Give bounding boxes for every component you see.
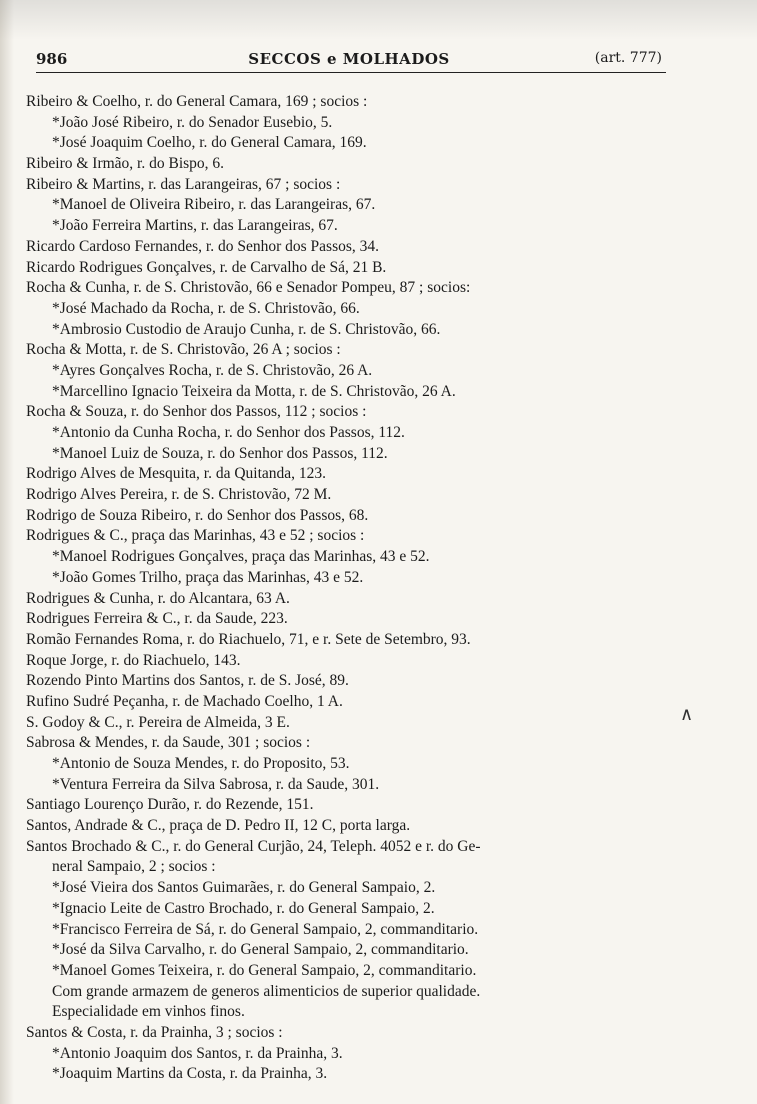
directory-entry: Santos & Costa, r. da Prainha, 3 ; socios :: [26, 1023, 283, 1041]
page-title: SECCOS e MOLHADOS: [248, 50, 450, 68]
page-edge-shadow: [0, 0, 14, 1104]
directory-entry: Rodrigo de Souza Ribeiro, r. do Senhor dos Passos, 68.: [26, 506, 369, 524]
directory-entry: Rodrigues & Cunha, r. do Alcantara, 63 A.: [26, 589, 290, 607]
directory-entries: [26, 92, 696, 1085]
directory-entry: Santiago Lourenço Durão, r. do Rezende, 151.: [26, 796, 314, 814]
directory-subentry: *Manoel Rodrigues Gonçalves, praça das Marinhas, 43 e 52.: [52, 548, 430, 566]
directory-entry: Rodrigo Alves Pereira, r. de S. Christovão, 72 M.: [26, 486, 332, 504]
directory-entry: Santos Brochado & C., r. do General Curjão, 24, Teleph. 4052 e r. do Ge-: [26, 837, 481, 855]
directory-entry: Rodrigo Alves de Mesquita, r. da Quitanda, 123.: [26, 465, 327, 483]
directory-entry: Ribeiro & Irmão, r. do Bispo, 6.: [26, 155, 225, 173]
directory-subentry: *Marcellino Ignacio Teixeira da Motta, r. de S. Christovão, 26 A.: [52, 382, 456, 400]
page-number: 986: [36, 50, 68, 68]
directory-subentry: *Antonio de Souza Mendes, r. do Proposito, 53.: [52, 755, 350, 772]
directory-subentry: *José Joaquim Coelho, r. do General Camara, 169.: [52, 134, 367, 152]
directory-entry: S. Godoy & C., r. Pereira de Almeida, 3 E.: [26, 713, 290, 731]
directory-subentry: Especialidade em vinhos finos.: [52, 1003, 245, 1021]
directory-subentry: *Manoel Gomes Teixeira, r. do General Sampaio, 2, commanditario.: [52, 961, 477, 979]
directory-subentry: *João Gomes Trilho, praça das Marinhas, 43 e 52.: [52, 568, 364, 586]
directory-subentry: *Manoel Luiz de Souza, r. do Senhor dos Passos, 112.: [52, 444, 388, 462]
directory-subentry: *João José Ribeiro, r. do Senador Eusebio, 5.: [52, 113, 333, 131]
directory-entry: Rocha & Motta, r. de S. Christovão, 26 A ; socios :: [26, 341, 341, 359]
directory-entry: Rodrigues & C., praça das Marinhas, 43 e 52 ; socios :: [26, 527, 365, 545]
margin-mark: ∧: [680, 704, 694, 725]
directory-subentry: *Ignacio Leite de Castro Brochado, r. do General Sampaio, 2.: [52, 899, 435, 917]
directory-entry: Rocha & Cunha, r. de S. Christovão, 66 e Senador Pompeu, 87 ; socios:: [26, 279, 471, 297]
directory-entry: Rocha & Souza, r. do Senhor dos Passos, 112 ; socios :: [26, 403, 367, 421]
directory-entry: Rodrigues Ferreira & C., r. da Saude, 223.: [26, 610, 288, 628]
directory-entry: Roque Jorge, r. do Riachuelo, 143.: [26, 651, 241, 669]
directory-entry: Ribeiro & Coelho, r. do General Camara, 169 ; socios :: [26, 93, 368, 110]
running-head: [36, 50, 662, 72]
directory-subentry: *Joaquim Martins da Costa, r. da Prainha, 3.: [52, 1065, 328, 1083]
directory-subentry: *Antonio da Cunha Rocha, r. do Senhor dos Passos, 112.: [52, 424, 405, 441]
header-rule: [36, 72, 666, 73]
directory-subentry: *Antonio Joaquim dos Santos, r. da Prainha, 3.: [52, 1044, 343, 1062]
directory-subentry: *João Ferreira Martins, r. das Larangeiras, 67.: [52, 217, 338, 235]
directory-entry: Rozendo Pinto Martins dos Santos, r. de S. José, 89.: [26, 672, 349, 690]
directory-subentry: Com grande armazem de generos alimenticios de superior qualidade.: [52, 982, 481, 1000]
directory-subentry: *José Vieira dos Santos Guimarães, r. do General Sampaio, 2.: [52, 879, 436, 897]
directory-entry: Rufino Sudré Peçanha, r. de Machado Coelho, 1 A.: [26, 692, 343, 710]
directory-subentry: neral Sampaio, 2 ; socios :: [52, 858, 216, 876]
directory-subentry: *José Machado da Rocha, r. de S. Christovão, 66.: [52, 299, 360, 317]
directory-entry: Romão Fernandes Roma, r. do Riachuelo, 71, e r. Sete de Setembro, 93.: [26, 630, 471, 648]
directory-entry: Ricardo Rodrigues Gonçalves, r. de Carvalho de Sá, 21 B.: [26, 258, 387, 276]
directory-subentry: *Ventura Ferreira da Silva Sabrosa, r. da Saude, 301.: [52, 775, 380, 793]
scan-noise: [0, 0, 757, 40]
directory-subentry: *Ambrosio Custodio de Araujo Cunha, r. de S. Christovão, 66.: [52, 320, 441, 338]
directory-subentry: *Manoel de Oliveira Ribeiro, r. das Larangeiras, 67.: [52, 196, 376, 214]
directory-entry: Ribeiro & Martins, r. das Larangeiras, 67 ; socios :: [26, 175, 341, 193]
directory-entry: Ricardo Cardoso Fernandes, r. do Senhor dos Passos, 34.: [26, 237, 380, 255]
directory-entry: Sabrosa & Mendes, r. da Saude, 301 ; socios :: [26, 734, 311, 752]
directory-subentry: *José da Silva Carvalho, r. do General Sampaio, 2, commanditario.: [52, 941, 469, 959]
directory-entry: Santos, Andrade & C., praça de D. Pedro II, 12 C, porta larga.: [26, 817, 411, 835]
directory-subentry: *Francisco Ferreira de Sá, r. do General Sampaio, 2, commanditario.: [52, 920, 479, 938]
directory-subentry: *Ayres Gonçalves Rocha, r. de S. Christovão, 26 A.: [52, 361, 373, 379]
article-reference: (art. 777): [594, 50, 662, 66]
